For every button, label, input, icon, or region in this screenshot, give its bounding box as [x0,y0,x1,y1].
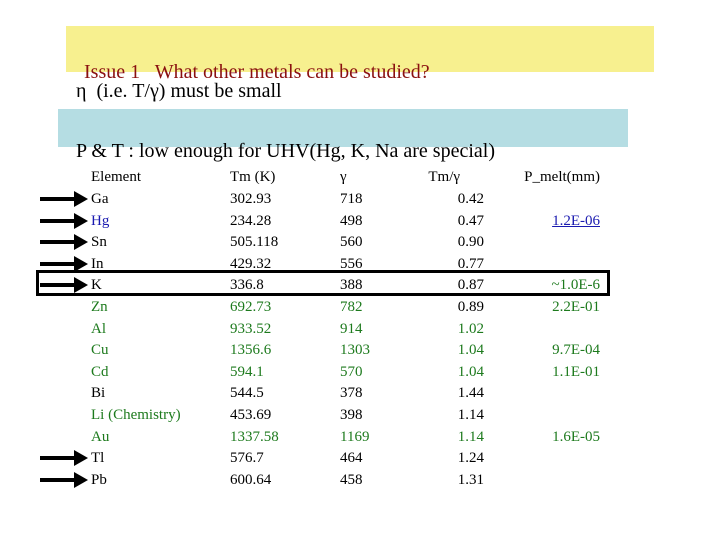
tm-cell: 505.118 [230,234,279,251]
element-cell: Tl [91,450,105,467]
pressure-temperature-banner [58,109,628,162]
tm-cell: 692.73 [230,299,272,315]
header-ratio: Tm/γ [428,169,460,185]
table-row [0,274,720,296]
pmelt-cell: 2.2E-01 [552,299,600,315]
gamma-cell: 1169 [340,428,370,445]
table-row [0,231,720,253]
pmelt-cell: 9.7E-04 [552,342,600,359]
ratio-cell: 1.04 [457,342,484,359]
right-arrow-icon [40,450,88,466]
tm-cell: 234.28 [230,212,272,229]
title-banner [66,26,654,83]
header-tm: Tm (K) [230,169,276,185]
table-row [0,426,720,448]
right-arrow-icon [40,234,88,250]
table-row [0,404,720,426]
table-row [0,318,720,340]
gamma-cell: 718 [340,191,363,207]
slide-title: Issue 1 What other metals can be studied? [84,61,430,83]
element-cell: In [91,255,104,272]
table-row [0,339,720,361]
right-arrow-icon [40,472,88,488]
right-arrow-icon [40,191,88,207]
right-arrow-icon [40,277,88,293]
tm-cell: 1356.6 [230,342,272,359]
ratio-cell: 0.90 [457,234,484,251]
table-row [0,382,720,404]
gamma-cell: 560 [340,234,363,251]
right-arrow-icon [40,256,88,272]
gamma-cell: 556 [340,255,363,272]
tm-cell: 302.93 [230,191,272,207]
gamma-cell: 1303 [340,342,370,359]
element-cell: Li (Chemistry) [91,407,181,423]
element-cell: K [91,277,102,294]
tm-cell: 1337.58 [230,428,279,445]
tm-cell: 600.64 [230,471,272,488]
table-row [0,361,720,383]
ratio-cell: 1.44 [457,385,484,402]
gamma-cell: 388 [340,277,363,294]
tm-cell: 576.7 [230,450,264,467]
pmelt-cell: 1.6E-05 [552,428,600,445]
element-cell: Al [91,320,106,337]
pmelt-cell: ~1.0E-6 [551,277,600,294]
tm-cell: 544.5 [230,385,264,402]
ratio-cell: 0.47 [457,212,484,229]
table-row [0,469,720,491]
ratio-cell: 0.42 [457,191,484,207]
element-cell: Hg [91,212,110,229]
ratio-cell: 0.87 [457,277,484,294]
table-header-row [0,166,720,188]
gamma-cell: 464 [340,450,363,467]
gamma-cell: 914 [340,320,363,337]
header-element: Element [91,169,141,185]
tm-cell: 594.1 [230,363,264,380]
ratio-cell: 0.89 [457,299,484,315]
tm-cell: 336.8 [230,277,264,294]
header-gamma: γ [340,169,347,185]
header-pmelt: P_melt(mm) [524,169,600,185]
gamma-cell: 378 [340,385,363,402]
gamma-cell: 458 [340,471,363,488]
eta-condition-line: η (i.e. T/γ) must be small [76,80,282,102]
tm-cell: 453.69 [230,407,272,423]
element-cell: Zn [91,299,108,315]
tm-cell: 933.52 [230,320,272,337]
tm-cell: 429.32 [230,255,272,272]
ratio-cell: 1.04 [457,363,484,380]
ratio-cell: 0.77 [457,255,484,272]
gamma-cell: 782 [340,299,363,315]
table-row [0,253,720,275]
table-row [0,447,720,469]
ratio-cell: 1.24 [457,450,484,467]
condition-text: P & T : low enough for UHV(Hg, K, Na are special) [76,140,495,162]
ratio-cell: 1.14 [457,407,484,423]
element-cell: Bi [91,385,106,402]
element-cell: Cd [91,363,109,380]
table-row [0,296,720,318]
element-cell: Sn [91,234,107,251]
pmelt-cell: 1.2E-06 [552,212,600,229]
element-cell: Cu [91,342,109,359]
ratio-cell: 1.31 [457,471,484,488]
pmelt-cell: 1.1E-01 [552,363,600,380]
right-arrow-icon [40,213,88,229]
table-row [0,188,720,210]
ratio-cell: 1.02 [457,320,484,337]
gamma-cell: 570 [340,363,363,380]
gamma-cell: 498 [340,212,363,229]
element-cell: Pb [91,471,107,488]
element-cell: Au [91,428,110,445]
ratio-cell: 1.14 [457,428,484,445]
element-cell: Ga [91,191,109,207]
table-row [0,210,720,232]
gamma-cell: 398 [340,407,363,423]
